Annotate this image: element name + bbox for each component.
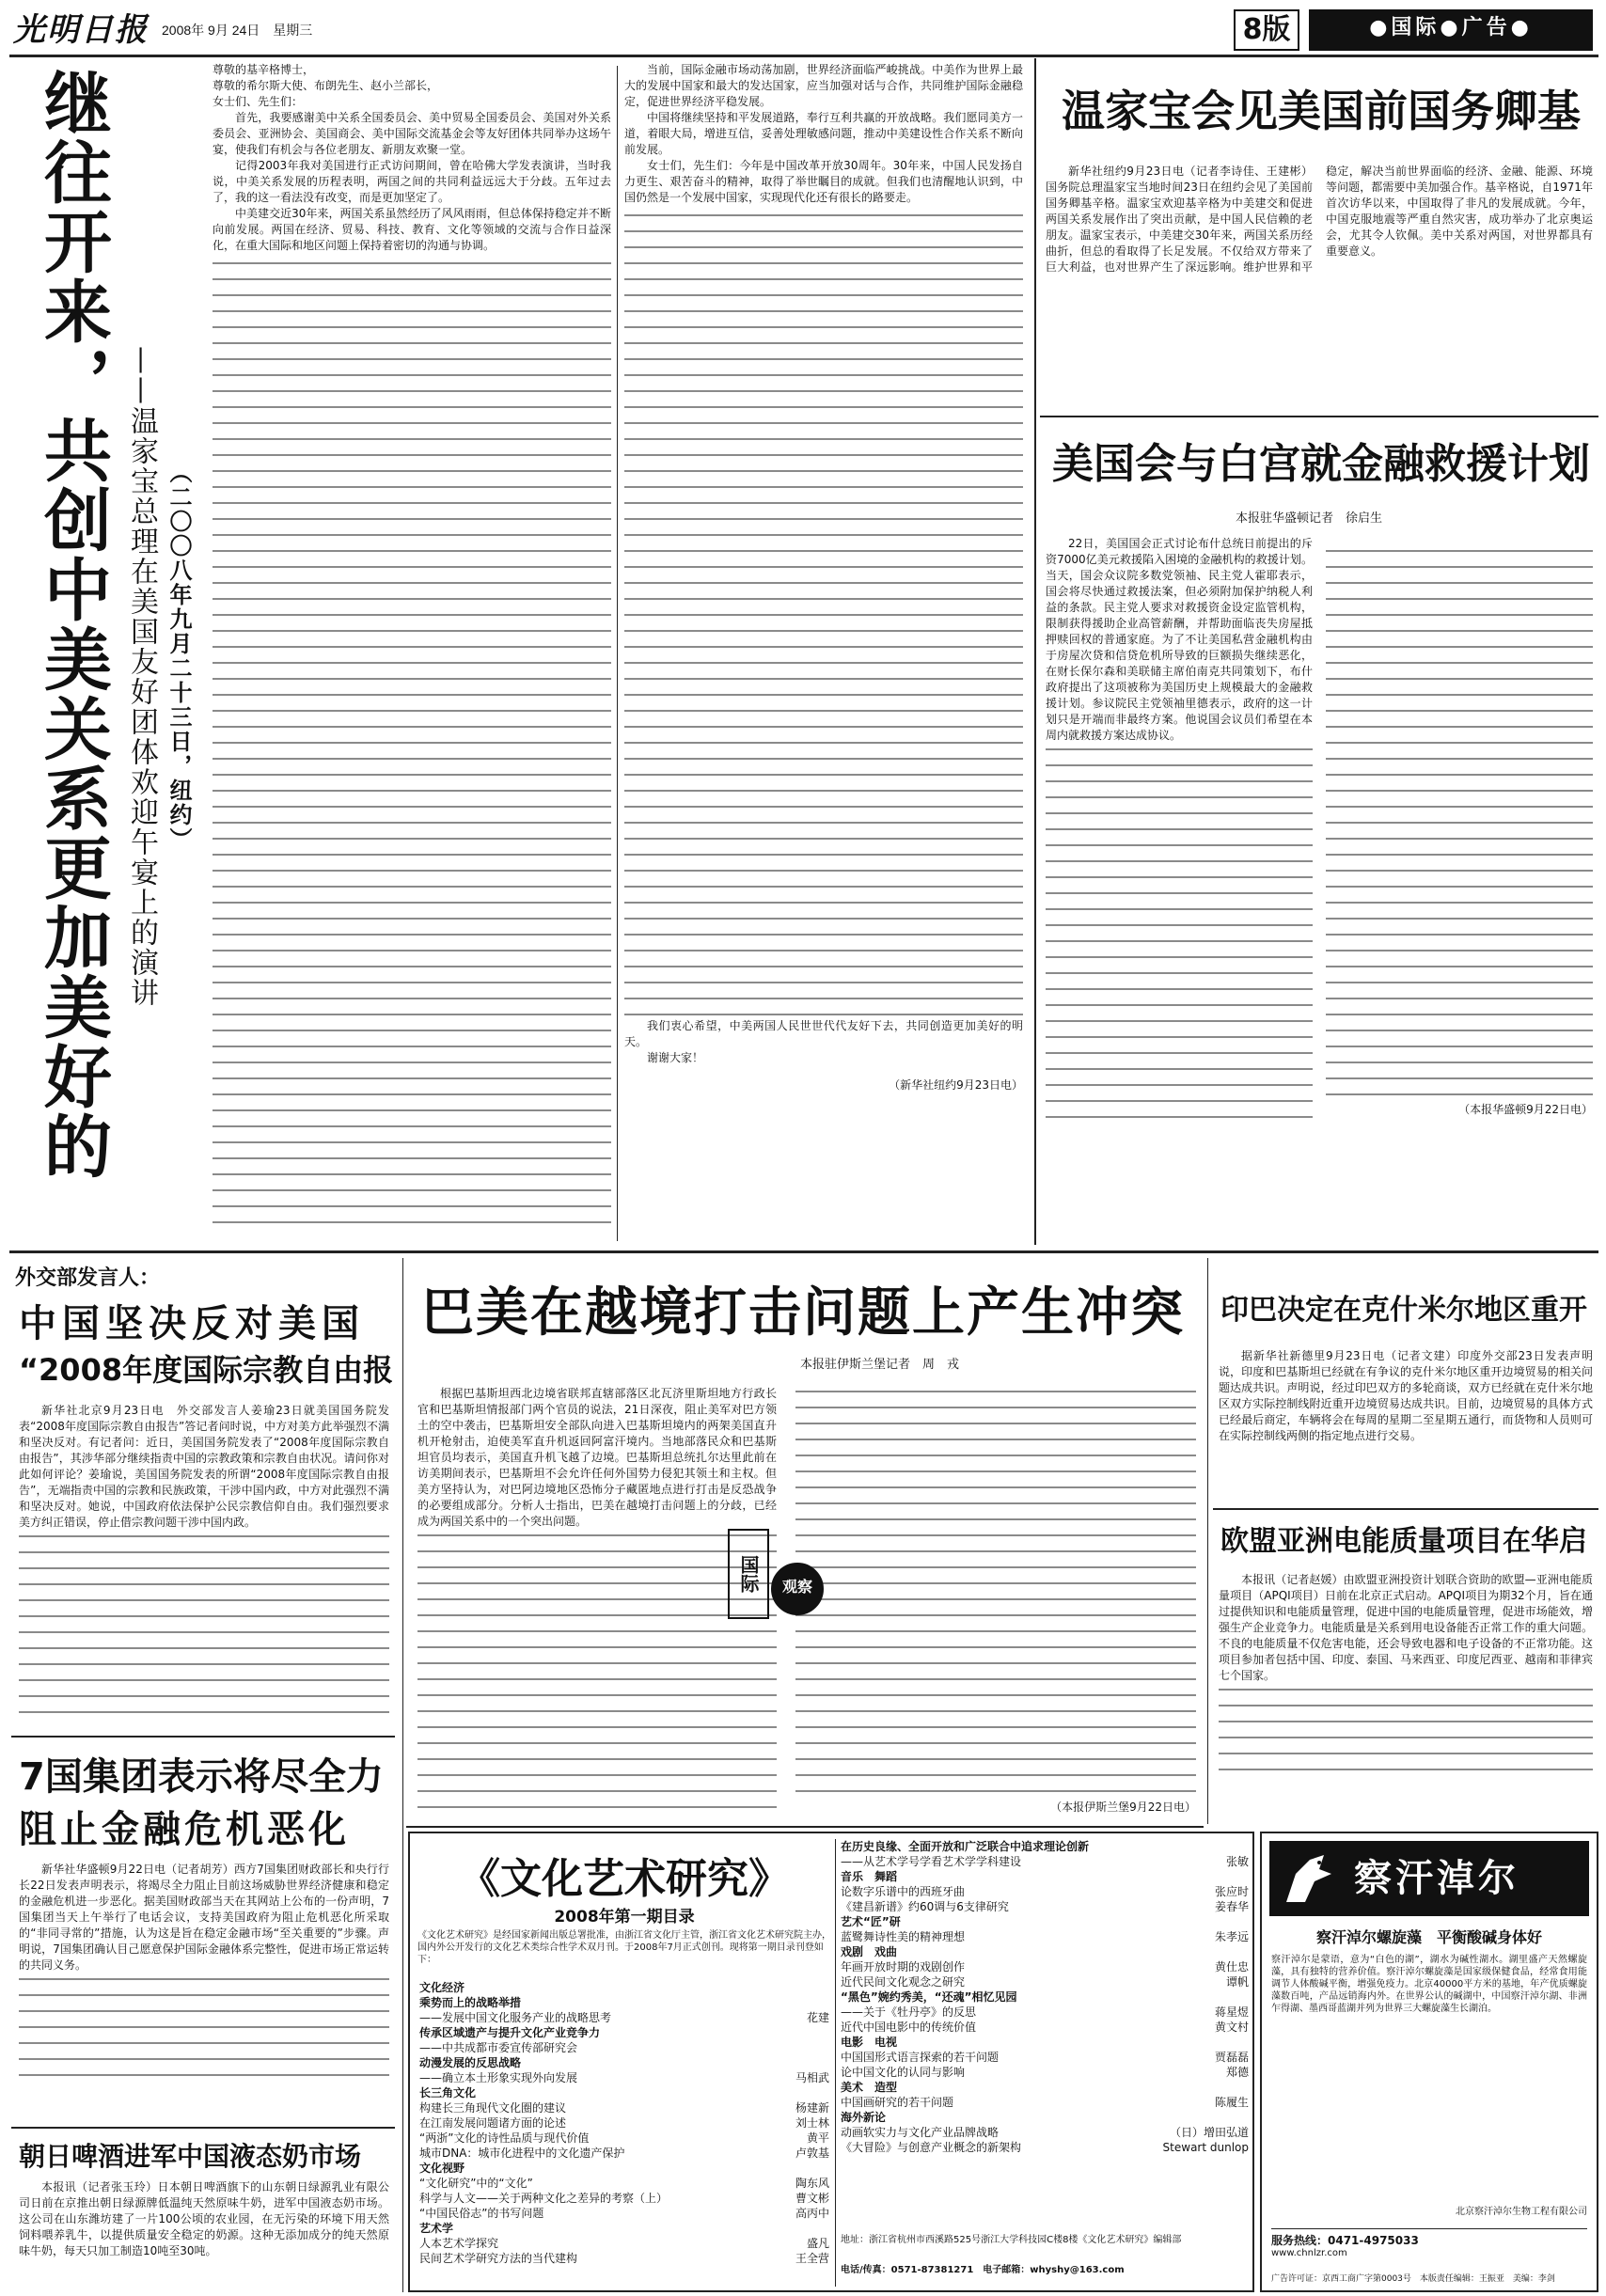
text-column-filler xyxy=(213,258,611,1226)
column-divider xyxy=(617,66,618,1241)
toc-entry-author: 花建 xyxy=(806,2011,829,2024)
toc-entry xyxy=(841,1944,1249,1959)
toc-entry-author: 张敏 xyxy=(1225,1855,1249,1868)
toc-entry-author: 马相武 xyxy=(795,2071,829,2084)
india-headline: 印巴决定在克什米尔地区重开 xyxy=(1220,1294,1587,1327)
toc-entry-title: 民间艺术学研究方法的当代建构 xyxy=(419,2252,578,2265)
ad-slogan: 察汗淖尔螺旋藻 平衡酸碱身体好 xyxy=(1315,1928,1542,1946)
toc-entry-author: 陈履生 xyxy=(1214,2096,1249,2109)
spokesman-paragraph: 新华社北京9月23日电 外交部发言人姜瑜23日就美国国务院发表“2008年度国际宗教自由报告”答记者问时说，中方对美方此举强烈不满和坚决反对。有记者问：近日，美国国务院发表了“2008年度国际宗教自由报告”，其涉华部分继续指责中国的宗教政策和宗教自由状况。请问你对此如何评论？姜瑜说，美国国务院发表的所谓“2008年度国际宗教自由报告”，无端指责中国的宗教和民族政策，干涉中国内政，中方对此强烈不满和坚决反对。她说，中国政府依法保护公民宗教信仰自由。我们强烈要求美方纠正错误，停止借宗教问题干涉中国内政。 xyxy=(19,1404,389,1529)
toc-entry xyxy=(419,2251,829,2266)
toc-entry-author: 黄平 xyxy=(806,2131,829,2145)
spokesman-headline-1: 中国坚决反对美国 xyxy=(19,1302,365,1345)
toc-entry-author: 陶东风 xyxy=(795,2177,829,2190)
toc-entry-title: ——关于《牡丹亭》的反思 xyxy=(841,2005,977,2019)
toc-entry-author: 卢敦基 xyxy=(795,2147,829,2160)
toc-entry xyxy=(841,2095,1249,2110)
toc-entry xyxy=(841,1974,1249,1989)
text-column-filler xyxy=(624,210,1023,1018)
toc-entry-author: 郑德 xyxy=(1225,2066,1249,2079)
toc-entry-title: ——发展中国文化服务产业的战略思考 xyxy=(419,2011,612,2024)
toc-entry xyxy=(841,2050,1249,2065)
toc-entry-author: 王全营 xyxy=(795,2252,829,2265)
g7-body xyxy=(19,1862,389,2127)
toc-entry-author: 谭帆 xyxy=(1225,1975,1249,1989)
toc-entry xyxy=(419,2236,829,2251)
spokesman-headline-2: “2008年度国际宗教自由报 xyxy=(19,1352,394,1388)
toc-entry-title: ——从艺术学号学看艺术学学科建设 xyxy=(841,1855,1022,1868)
congress-byline: 本报驻华盛顿记者 徐启生 xyxy=(1235,511,1382,526)
ad-brand: 察汗淖尔 xyxy=(1354,1856,1519,1900)
toc-entry-author: 盛凡 xyxy=(806,2237,829,2250)
toc-entry-title: 《大冒险》与创意产业概念的新架构 xyxy=(841,2141,1022,2154)
toc-entry xyxy=(841,1884,1249,1899)
column-divider xyxy=(835,1839,836,2287)
issue-date: 2008年 9月 24日 星期三 xyxy=(162,23,313,38)
journal-title: 《文化艺术研究》 xyxy=(459,1855,790,1899)
toc-entry xyxy=(841,1929,1249,1944)
toc-entry xyxy=(841,1854,1249,1869)
newspaper-logo: 光明日报 xyxy=(13,11,149,47)
text-column-filler xyxy=(19,1531,389,1719)
toc-entry-title: 动漫发展的反思战略 xyxy=(419,2056,522,2069)
toc-entry xyxy=(419,2221,829,2236)
lead-headline: 继往开来，共创中美关系更加美好的 xyxy=(33,68,112,1181)
toc-entry-title: 《建昌新谱》约60调与6支律研究 xyxy=(841,1900,1009,1913)
toc-entry-title: 艺术“匠”研 xyxy=(841,1915,901,1928)
beer-paragraph: 本报讯（记者张玉玲）日本朝日啤酒旗下的山东朝日绿源乳业有限公司日前在京推出朝日绿源牌低温纯天然原味牛奶，进军中国液态奶市场。这公司在山东潍坊建了一片100公顷的农业园，在无污染的环境下用天然饲料喂养乳牛，以提供质量安全稳定的奶源。这种无添加成分的纯天然原味牛奶，每天只加工制造10吨至30吨。 xyxy=(19,2180,389,2257)
toc-entry xyxy=(419,2131,829,2146)
lead-paragraph: 记得2003年我对美国进行正式访问期间，曾在哈佛大学发表演讲，当时我说，中美关系发展的历程表明，两国之间的共同利益远远大于分歧。五年过去了，我的这一看法没有改变，而是更加坚定了。 xyxy=(213,159,611,204)
congress-credit: （本报华盛顿9月22日电） xyxy=(1458,1103,1593,1116)
lead-column-1 xyxy=(213,62,611,1247)
salutation-2: 尊敬的希尔斯大使、布朗先生、赵小兰部长， xyxy=(213,79,439,92)
congress-body xyxy=(1046,536,1593,1235)
toc-entry-title: 海外新论 xyxy=(841,2111,887,2124)
toc-entry-title: 长三角文化 xyxy=(419,2086,477,2099)
toc-entry xyxy=(419,1995,829,2010)
toc-entry xyxy=(841,2125,1249,2140)
toc-entry-author: 朱孝远 xyxy=(1214,1930,1249,1943)
toc-entry xyxy=(841,2035,1249,2050)
toc-entry xyxy=(419,2206,829,2221)
ad-horse-logo-icon xyxy=(1277,1846,1343,1911)
toc-entry-title: 戏剧 戏曲 xyxy=(841,1945,898,1958)
column-divider xyxy=(1034,58,1036,1245)
fold-rule xyxy=(9,1250,1598,1253)
toc-entry xyxy=(419,2146,829,2161)
lead-paragraph: 中美建交近30年来，两国关系虽然经历了风风雨雨，但总体保持稳定并不断向前发展。两国在经济、贸易、科技、教育、文化等领域的交流与合作日益深化，在重大国际和地区问题上保持着密切的沟通与协调。 xyxy=(213,207,611,252)
section-banner: ●国际●广告● xyxy=(1309,9,1593,51)
toc-entry-title: 年画开放时期的戏剧创作 xyxy=(841,1960,966,1974)
toc-entry-author: 姜春华 xyxy=(1214,1900,1249,1913)
toc-entry xyxy=(419,2191,829,2206)
toc-entry xyxy=(419,2100,829,2115)
toc-entry-title: 中国画研究的若干问题 xyxy=(841,2096,954,2109)
toc-entry-author: 黄仕忠 xyxy=(1214,1960,1249,1974)
toc-entry xyxy=(841,1914,1249,1929)
journal-address: 地址：浙江省杭州市西溪路525号浙江大学科技园C楼8楼《文化艺术研究》编辑部 xyxy=(841,2235,1182,2245)
toc-entry-author: Stewart dunlop xyxy=(1162,2141,1249,2154)
section-rule xyxy=(11,2127,395,2129)
journal-phone: 电话/传真：0571-87381271 电子邮箱：whyshy@163.com xyxy=(841,2265,1125,2275)
g7-paragraph: 新华社华盛顿9月22日电（记者胡芳）西方7国集团财政部长和央行行长22日发表声明表示，将竭尽全力阻止目前这场威胁世界经济健康和稳定的金融危机进一步恶化。据美国财政部当天在其网站上公布的一份声明，7国集团当天上午举行了电话会议，支持美国政府为阻止危机恶化所采取的“非同寻常的”措施，认为这是旨在稳定金融市场“至关重要的”步骤。声明说，7国集团确认目己愿意保护国际金融体系完整性，促进市场正常运转的共同义务。 xyxy=(19,1863,389,1972)
salutation-1: 尊敬的基辛格博士， xyxy=(213,63,315,76)
toc-entry xyxy=(841,1959,1249,1974)
toc-entry-title: 论中国文化的认同与影响 xyxy=(841,2066,966,2079)
lead-credit: （新华社纽约9月23日电） xyxy=(889,1078,1023,1092)
toc-entry xyxy=(419,2085,829,2100)
toc-entry xyxy=(419,2055,829,2070)
text-column-filler xyxy=(795,1386,1196,1800)
toc-entry xyxy=(419,1980,829,1995)
ad-company: 北京察汗淖尔生物工程有限公司 xyxy=(1456,2207,1587,2217)
lead-paragraph: 我们衷心希望，中美两国人民世世代代友好下去，共同创造更加美好的明天。 xyxy=(624,1019,1023,1048)
lead-paragraph: 女士们，先生们：今年是中国改革开放30周年。30年来，中国人民发扬自力更生、艰苦奋斗的精神，取得了举世瞩目的成就。但我们也清醒地认识到，中国仍然是一个发展中国家，实现现代化还有很长的路要走。 xyxy=(624,159,1023,204)
spokesman-body xyxy=(19,1403,389,1730)
toc-entry-author: （日）增田弘道 xyxy=(1169,2126,1249,2139)
toc-entry-title: 乘势而上的战略举措 xyxy=(419,1996,522,2009)
kissinger-paragraph: 新华社纽约9月23日电（记者李诗佳、王建彬）国务院总理温家宝当地时间23日在纽约会见了美国前国务卿基辛格。温家宝欢迎基辛格为中美建交和促进两国关系发展作出了突出贡献，是中国人民信赖的老朋友。温家宝表示，中美建交30年来，两国关系历经曲折，但总的看取得了长足发展。不仅给双方带来了巨大利益，也对世界产生了深远影响。维护世界和平稳定，解决当前世界面临的经济、金融、能源、环境等问题，都需要中美加强合作。基辛格说，自1971年首次访华以来，中国取得了非凡的发展成就。今年，中国克服地震等严重自然灾害，成功举办了北京奥运会，尤其令人钦佩。美中关系对两国，对世界都具有重要意义。 xyxy=(1046,165,1593,274)
kissinger-headline: 温家宝会见美国前国务卿基 xyxy=(1062,86,1581,136)
congress-paragraph: 22日，美国国会正式讨论布什总统日前提出的斥资7000亿美元救援陷入困境的金融机构的救援计划。当天，国会众议院多数党领袖、民主党人霍耶表示，国会将尽快通过救援法案，但必须附加保护纳税人利益的条款。民主党人要求对救援资金设定监管机构，限制获得援助企业高管薪酬，并帮助面临丧失房屋抵押赎回权的普通家庭。为了不让美国私营金融机构由于房屋次贷和信贷危机所导致的巨额损失继续恶化，在财长保尔森和美联储主席伯南克共同策划下，布什政府提出了这项被称为美国历史上规模最大的金融救援计划。参议院民主党领袖里德表示，政府的这一计划只是开端而非最终方案。他说国会议员们希望在本周内就救援方案达成协议。 xyxy=(1046,537,1313,742)
toc-entry-title: 构建长三角现代文化圈的建议 xyxy=(419,2101,567,2115)
kissinger-body xyxy=(1046,164,1593,410)
lead-paragraph: 首先，我要感谢美中关系全国委员会、美中贸易全国委员会、美国对外关系委员会、亚洲协会、美国商会、美中国际交流基金会等友好团体共同举办这场午宴，使我们有机会与各位老朋友、新朋友欢聚一堂。 xyxy=(213,111,611,156)
journal-issue: 2008年第一期目录 xyxy=(554,1908,695,1926)
toc-entry-title: 城市DNA：城市化进程中的文化遗产保护 xyxy=(419,2147,625,2160)
edition-number: 8版 xyxy=(1234,9,1299,51)
toc-entry xyxy=(841,1989,1249,2005)
section-rule xyxy=(1213,1508,1598,1510)
section-rule xyxy=(1040,416,1598,417)
pakistan-credit: （本报伊斯兰堡9月22日电） xyxy=(1050,1801,1196,1814)
journal-toc-left xyxy=(419,1980,829,2287)
ad-hotline: 服务热线：0471-4975033 xyxy=(1271,2234,1419,2247)
power-body xyxy=(1219,1572,1593,1822)
pakistan-byline: 本报驻伊斯兰堡记者 周 戎 xyxy=(799,1358,959,1372)
toc-entry-title: 音乐 舞蹈 xyxy=(841,1870,898,1883)
toc-entry xyxy=(419,2176,829,2191)
toc-entry-author: 杨建新 xyxy=(795,2101,829,2115)
toc-entry xyxy=(841,1899,1249,1914)
toc-entry xyxy=(841,1839,1249,1854)
text-column-filler xyxy=(1219,1684,1593,1778)
ad-website: www.chnlzr.com xyxy=(1271,2248,1347,2258)
toc-entry-title: ——确立本土形象实现外向发展 xyxy=(419,2071,578,2084)
toc-entry-title: “中国民俗志”的书写问题 xyxy=(419,2207,544,2220)
toc-entry-author: 高丙中 xyxy=(795,2207,829,2220)
lead-dateline: （二〇〇八年九月二十三日，纽约） xyxy=(165,461,192,852)
toc-entry-author: 黄文村 xyxy=(1214,2021,1249,2034)
toc-entry xyxy=(841,2020,1249,2035)
toc-entry-title: 文化视野 xyxy=(419,2162,465,2175)
toc-entry-author: 贾磊磊 xyxy=(1214,2051,1249,2064)
toc-entry-title: 文化经济 xyxy=(419,1981,465,1994)
toc-entry xyxy=(419,2010,829,2025)
toc-entry xyxy=(419,2025,829,2040)
journal-toc-right xyxy=(841,1839,1249,2215)
section-rule xyxy=(11,1736,395,1738)
toc-entry xyxy=(419,2070,829,2085)
toc-entry-title: ——中共成都市委宣传部研究会 xyxy=(419,2041,578,2054)
spokesman-kicker: 外交部发言人： xyxy=(15,1266,161,1290)
toc-entry xyxy=(419,2040,829,2055)
g7-headline-2: 阻止金融危机恶化 xyxy=(19,1808,350,1850)
toc-entry-title: 美术 造型 xyxy=(841,2081,898,2094)
power-paragraph: 本报讯（记者赵媛）由欧盟亚洲投资计划联合资助的欧盟—亚洲电能质量项目（APQI项目）日前在北京正式启动。APQI项目为期32个月，旨在通过提供知识和电能质量管理，促进中国的电能质量管理，促进市场能效，增强生产企业竞争力。电能质量是关系到用电设备能否正常工作的重大问题。不良的电能质量不仅危害电能，还会导致电器和电子设备的不正常功能。这项目参加者包括中国、印度、泰国、马来西亚、印度尼西亚、越南和菲律宾七个国家。 xyxy=(1219,1573,1593,1682)
lead-subtitle: ——温家宝总理在美国友好团体欢迎午宴上的演讲 xyxy=(125,346,158,1008)
toc-entry-title: 艺术学 xyxy=(419,2222,454,2235)
toc-entry-title: 科学与人文——关于两种文化之差异的考察（上） xyxy=(419,2192,669,2205)
congress-headline: 美国会与白宫就金融救援计划 xyxy=(1052,440,1590,488)
toc-entry-title: “黑色”婉约秀美，“还魂”相忆见园 xyxy=(841,1990,1017,2004)
lead-paragraph: 中国将继续坚持和平发展道路，奉行互利共赢的开放战略。我们愿同美方一道，着眼大局，增进互信，妥善处理敏感问题，推动中美建设性合作关系不断向前发展。 xyxy=(624,111,1023,156)
toc-entry-title: 中国国形式语言探索的若干问题 xyxy=(841,2051,1000,2064)
toc-entry xyxy=(419,2161,829,2176)
text-column-filler xyxy=(417,1530,777,1812)
ad-body: 察汗淖尔是蒙语，意为“白色的湖”，湖水为碱性湖水。湖里盛产天然螺旋藻，具有独特的营养价值。察汗淖尔螺旋藻是国家级保健食品，经常食用能调节人体酸碱平衡，增强免疫力。北京40000平方米的基地，年产优质螺旋藻数百吨，产品远销海内外。在世界公认的碱湖中，中国察汗淖尔湖、非洲乍得湖、墨西哥蓝湖并列为世界三大螺旋藻生长湖泊。 xyxy=(1271,1955,1587,2014)
beer-body xyxy=(19,2179,389,2290)
toc-entry-title: 论数字乐谱中的西班牙曲 xyxy=(841,1885,966,1898)
journal-intro: 《文化艺术研究》是经国家新闻出版总署批准，由浙江省文化厅主管，浙江省文化艺术研究院主办，国内外公开发行的文化艺术类综合性学术双月刊。于2008年7月正式创刊。现将第一期目录刊登如下： xyxy=(417,1930,831,1965)
toc-entry-author: 曹文彬 xyxy=(795,2192,829,2205)
section-rule xyxy=(406,1826,1204,1828)
pakistan-paragraph: 根据巴基斯坦西北边境省联邦直辖部落区北瓦济里斯坦地方行政长官和巴基斯坦情报部门两个官员的说法，21日深夜，阻止美军对巴方领土的空中袭击，巴基斯坦安全部队向进入巴基斯坦境内的两架美国直升机开枪射击，迫使美军直升机返回阿富汗境内。当地部落民众和巴基斯坦官员均表示，美国直升机飞越了边境。巴基斯坦总统扎尔达里此前在访美期间表示，巴基斯坦不会允许任何外国势力侵犯其领土和主权。但美方坚持认为，对巴阿边境地区恐怖分子藏匿地点进行打击是反恐战争的必要组成部分。分析人士指出，巴美在越境打击问题上的分歧，已经成为两国关系中的一个突出问题。 xyxy=(417,1387,777,1528)
toc-entry xyxy=(841,2005,1249,2020)
pakistan-column-1 xyxy=(417,1386,777,1818)
toc-entry-title: 近代中国电影中的传统价值 xyxy=(841,2021,977,2034)
beer-headline: 朝日啤酒进军中国液态奶市场 xyxy=(19,2141,362,2172)
column-stamp-left: 国际 xyxy=(728,1529,769,1619)
toc-entry xyxy=(841,2065,1249,2080)
toc-entry-title: 传承区域遗产与提升文化产业竞争力 xyxy=(419,2026,601,2039)
toc-entry-title: “两浙”文化的诗性品质与现代价值 xyxy=(419,2131,590,2145)
pakistan-column-2 xyxy=(795,1386,1196,1818)
pakistan-headline: 巴美在越境打击问题上产生冲突 xyxy=(421,1282,1185,1344)
toc-entry xyxy=(841,2080,1249,2095)
toc-entry-title: 动画软实力与文化产业品牌战略 xyxy=(841,2126,1000,2139)
toc-entry xyxy=(419,2115,829,2131)
india-paragraph: 据新华社新德里9月23日电（记者文建）印度外交部23日发表声明说，印度和巴基斯坦已经就在有争议的克什米尔地区重开边境贸易的相关问题达成共识。声明说，经过印巴双方的多轮商谈，双方已经就在克什米尔地区双方实际控制线附近重开边境贸易达成共识。目前，边境贸易的具体方式已经最后商定，车辆将会在每周的星期二至星期五通行，而货物和人员则可在实际控制线两侧的指定地点进行交易。 xyxy=(1219,1349,1593,1442)
ad-contact xyxy=(1271,2228,1587,2270)
ad-banner xyxy=(1269,1841,1589,1916)
india-body xyxy=(1219,1348,1593,1523)
toc-entry-title: 人本艺术学探究 xyxy=(419,2237,499,2250)
footer-printer: 广告许可证：京西工商广字第0003号 本版责任编辑：王振亚 美编：李剑 xyxy=(1271,2274,1555,2284)
column-divider xyxy=(1207,1258,1208,1824)
power-headline: 欧盟亚洲电能质量项目在华启 xyxy=(1220,1525,1587,1558)
column-stamp-right: 观察 xyxy=(771,1563,824,1615)
lead-paragraph: 当前，国际金融市场动荡加剧，世界经济面临严峻挑战。中美作为世界上最大的发展中国家和最大的发达国家，应当加强对话与合作，共同维护国际金融稳定，促进世界经济平稳发展。 xyxy=(624,63,1023,108)
toc-entry-title: 在江南发展问题诸方面的论述 xyxy=(419,2116,567,2130)
toc-entry xyxy=(841,2140,1249,2155)
toc-entry-title: 在历史良缘、全面开放和广泛联合中追求理论创新 xyxy=(841,1840,1090,1853)
toc-entry-author: 蒋星煜 xyxy=(1214,2005,1249,2019)
toc-entry-author: 张应时 xyxy=(1214,1885,1249,1898)
toc-entry xyxy=(841,2110,1249,2125)
toc-entry-title: 近代民间文化观念之研究 xyxy=(841,1975,966,1989)
g7-headline-1: 7国集团表示将尽全力 xyxy=(19,1755,384,1798)
salutation-3: 女士们、先生们： xyxy=(213,95,304,108)
text-column-filler xyxy=(19,1974,389,2086)
lead-column-2 xyxy=(624,62,1023,1247)
lead-thanks: 谢谢大家！ xyxy=(647,1051,704,1064)
toc-entry-author: 刘士林 xyxy=(795,2116,829,2130)
toc-entry-title: 电影 电视 xyxy=(841,2036,898,2049)
toc-entry xyxy=(841,1869,1249,1884)
toc-entry-title: 蓝鹭舞诗性美的精神理想 xyxy=(841,1930,966,1943)
masthead-rule xyxy=(9,55,1598,57)
column-divider xyxy=(402,1258,403,2292)
toc-entry-title: “文化研究”中的“文化” xyxy=(419,2177,533,2190)
